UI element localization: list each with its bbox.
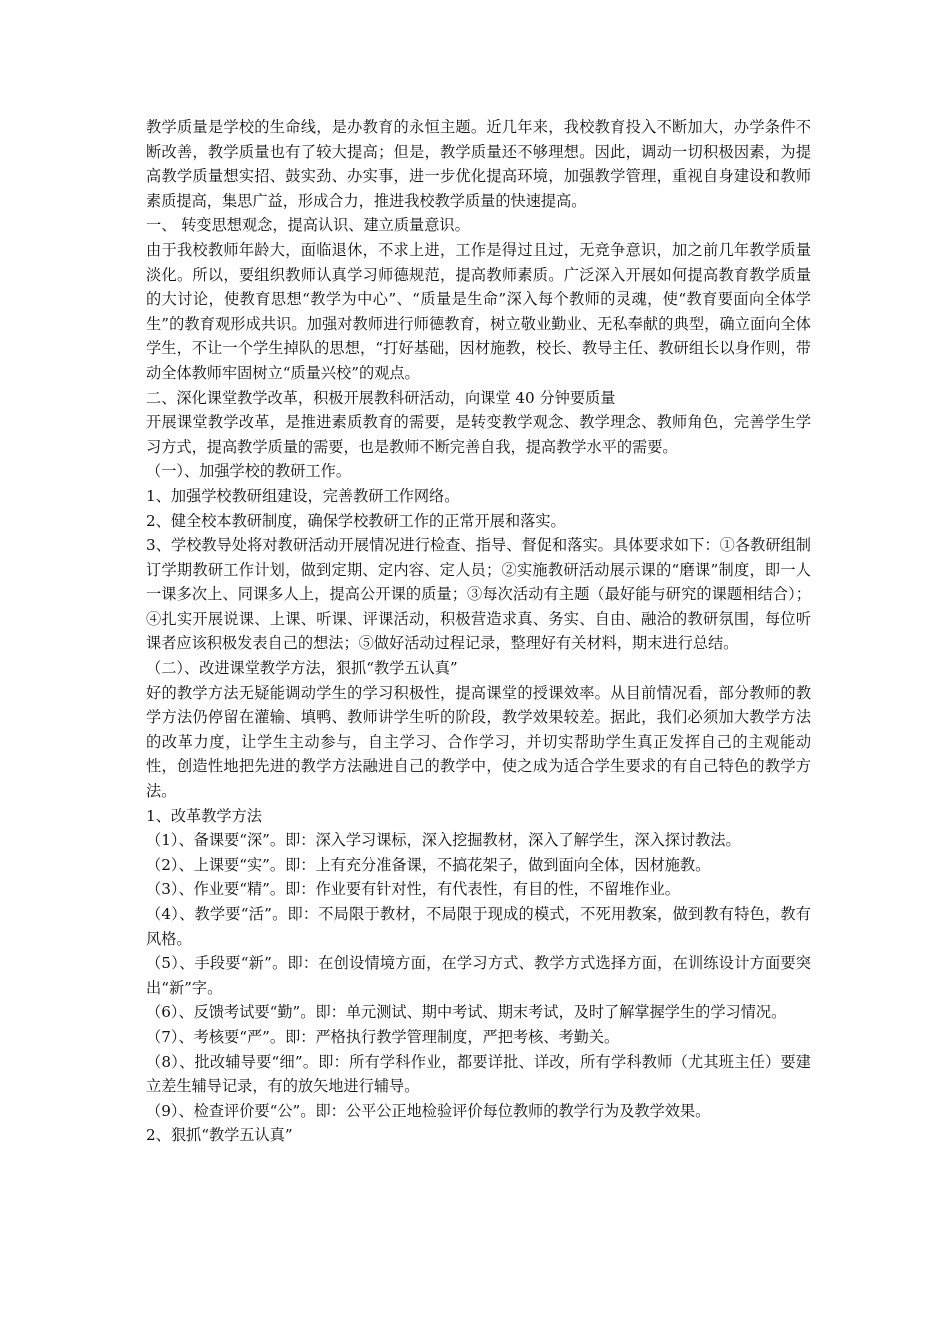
list-item: （2）、上课要“实”。即：上有充分准备课，不搞花架子，做到面向全体，因材施教。 <box>146 855 711 874</box>
section-heading-1: 一、 转变思想观念，提高认识、建立质量意识。 <box>146 216 470 235</box>
section-1-paragraph: 由于我校教师年龄大，面临退休，不求上进，工作是得过且过，无竞争意识，加之前几年教学质量淡化。所以，要组织教师认真学习师德规范，提高教师素质。广泛深入开展如何提高教育教学质量的大讨论，使教育思想“教学为中心”、“质量是生命”深入每个教师的灵魂，使“教育要面向全体学生”的教育观形成共识。加强对教师进行师德教育，树立敬业勤业、无私奉献的典型，确立面向全体学生，不让一个学生掉队的思想，“打好基础，因材施教，校长、教导主任、教研组长以身作则，带动全体教师牢固树立“质量兴校”的观点。 <box>146 240 811 382</box>
section-2-paragraph: 开展课堂教学改革，是推进素质教育的需要，是转变教学观念、教学理念、教师角色，完善学生学习方式，提高教学质量的需要，也是教师不断完善自我，提高教学水平的需要。 <box>146 413 811 456</box>
list-item: （6）、反馈考试要“勤”。即：单元测试、期中考试、期末考试，及时了解掌握学生的学习情况。 <box>146 1003 787 1022</box>
list-item: （7）、考核要“严”。即：严格执行教学管理制度，严把考核、考勤关。 <box>146 1027 620 1046</box>
item-heading-2: 2、狠抓“教学五认真” <box>146 1126 293 1145</box>
list-item: 1、加强学校教研组建设，完善教研工作网络。 <box>146 486 460 505</box>
list-item: （3）、作业要“精”。即：作业要有针对性，有代表性，有目的性，不留堆作业。 <box>146 880 680 899</box>
intro-paragraph: 教学质量是学校的生命线，是办教育的永恒主题。近几年来，我校教育投入不断加大，办学条件不断改善，教学质量也有了较大提高；但是，教学质量还不够理想。因此，调动一切积极因素，为提高教学质量想实招、鼓实劲、办实事，进一步优化提高环境，加强教学管理，重视自身建设和教师素质提高，集思广益，形成合力，推进我校教学质量的快速提高。 <box>146 118 811 210</box>
section-heading-2: 二、深化课堂教学改革，积极开展教科研活动，向课堂 40 分钟要质量 <box>146 388 616 407</box>
list-item: （9）、检查评价要“公”。即：公平公正地检验评价每位教师的教学行为及教学效果。 <box>146 1101 711 1120</box>
list-item: 2、健全校本教研制度，确保学校教研工作的正常开展和落实。 <box>146 511 566 530</box>
list-item: （4）、教学要“活”。即：不局限于教材，不局限于现成的模式，不死用教案，做到教有特色，教有风格。 <box>146 905 811 948</box>
document-body <box>146 115 811 1148</box>
subsection-heading-2: （二）、改进课堂教学方法，狠抓“教学五认真” <box>146 659 458 678</box>
list-item: （8）、批改辅导要“细”。即：所有学科作业，都要详批、详改，所有学科教师（尤其班主任）要建立差生辅导记录，有的放矢地进行辅导。 <box>146 1052 811 1096</box>
list-item: 3、学校教导处将对教研活动开展情况进行检查、指导、督促和落实。具体要求如下：①各教研组制订学期教研工作计划，做到定期、定内容、定人员；②实施教研活动展示课的“磨课”制度，即一人一课多次上、同课多人上，提高公开课的质量；③每次活动有主题（最好能与研究的课题相结合）；④扎实开展说课、上课、听课、评课活动，积极营造求真、务实、自由、融洽的教研氛围，每位听课者应该积极发表自己的想法；⑤做好活动过程记录，整理好有关材料，期末进行总结。 <box>146 536 811 653</box>
subsection-2-paragraph: 好的教学方法无疑能调动学生的学习积极性，提高课堂的授课效率。从目前情况看，部分教师的教学方法仍停留在灌输、填鸭、教师讲学生听的阶段，教学效果较差。据此，我们必须加大教学方法的改革力度，让学生主动参与，自主学习、合作学习，并切实帮助学生真正发挥自己的主观能动性，创造性地把先进的教学方法融进自己的教学中，使之成为适合学生要求的有自己特色的教学方法。 <box>146 683 811 801</box>
list-item: （1）、备课要“深”。即：深入学习课标，深入挖掘教材，深入了解学生，深入探讨教法。 <box>146 831 741 850</box>
list-item: （5）、手段要“新”。即：在创设情境方面，在学习方式、教学方式选择方面，在训练设计方面要突出“新”字。 <box>146 954 811 997</box>
item-heading-1: 1、改革教学方法 <box>146 806 262 825</box>
subsection-heading-1: （一）、加强学校的教研工作。 <box>146 462 352 481</box>
